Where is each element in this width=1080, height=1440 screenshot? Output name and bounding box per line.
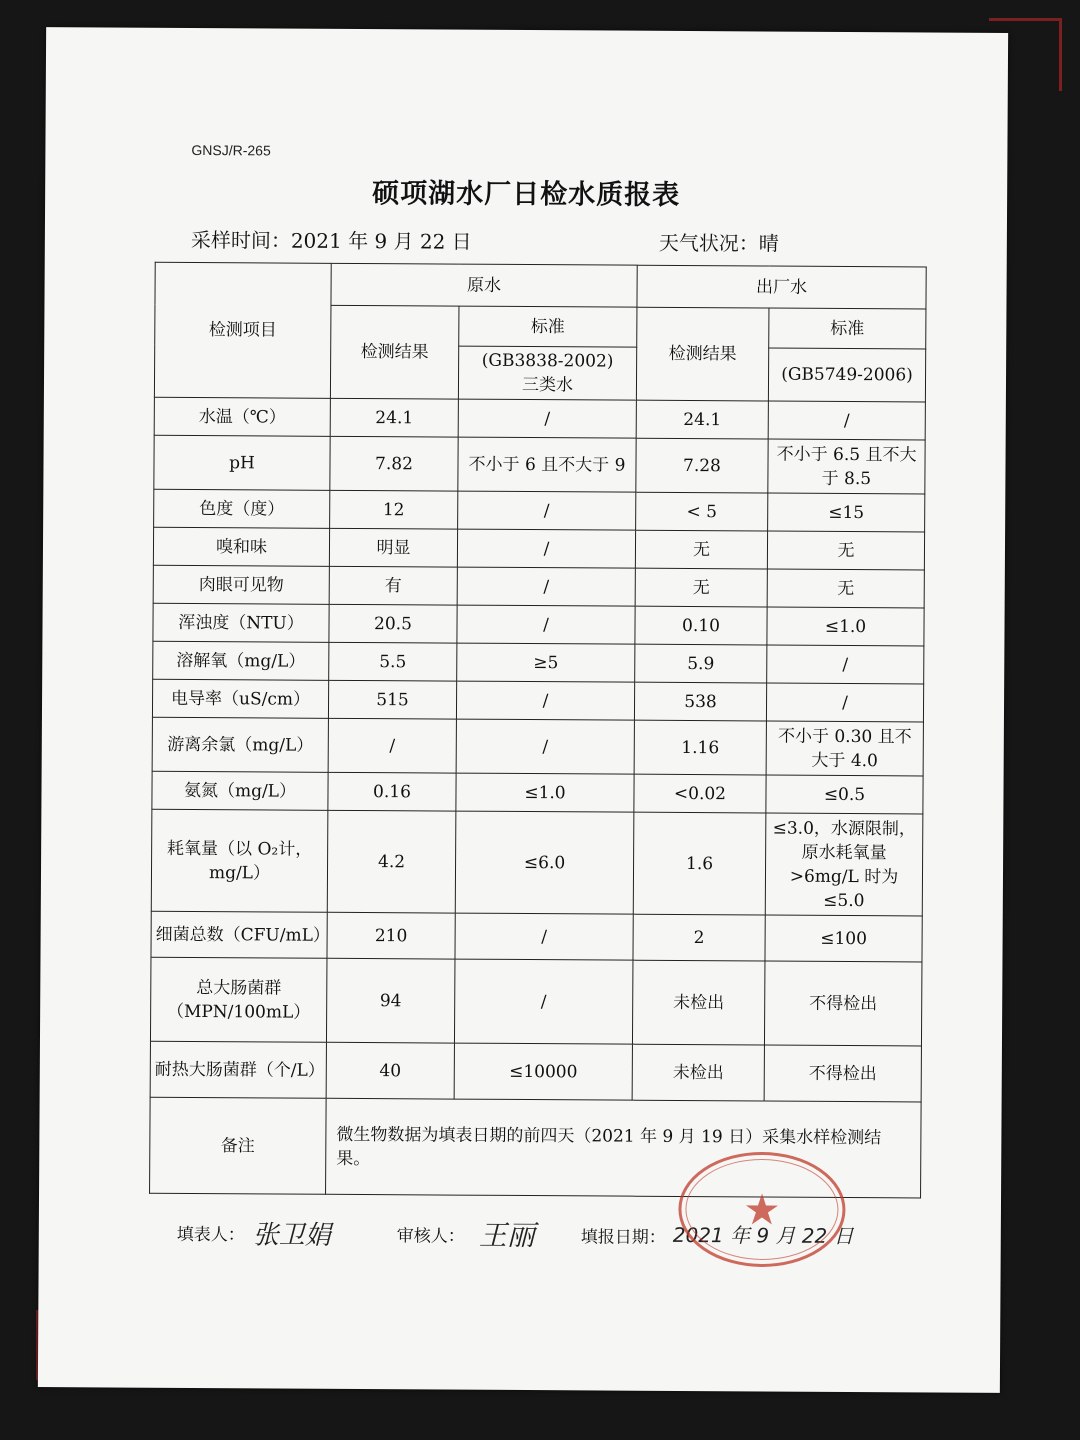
raw-standard-cell: 不小于 6 且不大于 9 (458, 437, 636, 492)
raw-result-cell: 0.16 (328, 772, 456, 811)
row-item: pH (154, 435, 330, 490)
row-item: 水温（℃） (154, 397, 330, 436)
raw-result-cell: 515 (328, 680, 456, 719)
report-title: 硕项湖水厂日检水质报表 (372, 178, 681, 211)
row-item: 耐热大肠菌群（个/L） (150, 1041, 326, 1098)
header-raw-standard-ref (458, 346, 636, 400)
raw-result-cell: 20.5 (329, 604, 457, 643)
header-raw-water: 原水 (331, 263, 637, 307)
report-paper (38, 27, 1008, 1393)
raw-result-cell: 12 (330, 490, 458, 529)
row-item: 溶解氧（mg/L） (153, 641, 329, 680)
raw-standard-cell: / (454, 959, 633, 1044)
raw-result-cell: 94 (326, 958, 455, 1043)
row-item: 游离余氯（mg/L） (152, 717, 328, 772)
plant-standard-cell: ≤1.0 (767, 607, 924, 646)
raw-result-cell: 明显 (329, 528, 457, 567)
raw-standard-cell: ≤10000 (454, 1043, 632, 1100)
plant-standard-cell: 无 (767, 569, 924, 608)
row-item: 肉眼可见物 (153, 565, 329, 604)
row-item: 电导率（uS/cm） (152, 679, 328, 718)
raw-result-cell: 24.1 (330, 398, 458, 437)
raw-result-cell: / (328, 718, 456, 773)
fill-date-label: 填报日期： (580, 1227, 666, 1248)
header-raw-result: 检测结果 (330, 305, 459, 399)
plant-standard-cell: ≤100 (765, 915, 922, 962)
raw-standard-cell: / (458, 399, 636, 438)
header-plant-result: 检测结果 (636, 307, 769, 401)
plant-standard-cell: 不小于 6.5 且不大于 8.5 (768, 439, 925, 494)
filled-by-signature: 张卫娟 (252, 1220, 331, 1251)
plant-result-cell: 未检出 (632, 960, 765, 1045)
fill-date-value: 2021 年 9 月 22 日 (672, 1222, 854, 1249)
header-plant-standard: 标准 (769, 308, 926, 349)
row-item: 嗅和味 (153, 527, 329, 566)
plant-standard-cell: ≤15 (768, 493, 925, 532)
plant-standard-cell: 不得检出 (764, 1045, 921, 1102)
raw-result-cell: 5.5 (329, 642, 457, 681)
reviewer-signature: 王丽 (478, 1218, 535, 1253)
plant-result-cell: 1.16 (634, 720, 766, 775)
raw-standard-cell: / (456, 681, 634, 720)
plant-result-cell: 1.6 (633, 812, 766, 915)
raw-standard-cell: / (456, 719, 634, 774)
raw-result-cell: 210 (327, 912, 455, 959)
plant-standard-cell: 不得检出 (764, 961, 922, 1046)
plant-result-cell: 5.9 (635, 644, 767, 683)
header-plant-standard-ref: (GB5749-2006) (768, 348, 925, 402)
remarks-text: 微生物数据为填表日期的前四天（2021 年 9 月 19 日）采集水样检测结果。 (326, 1098, 922, 1198)
row-item: 耗氧量（以 O₂计，mg/L） (151, 809, 328, 912)
plant-result-cell: < 5 (636, 492, 768, 531)
sampling-time: 采样时间：2021 年 9 月 22 日 (190, 227, 472, 254)
form-code: GNSJ/R-265 (191, 141, 271, 159)
plant-standard-cell: ≤0.5 (766, 775, 923, 814)
raw-standard-cell: / (457, 567, 635, 606)
plant-result-cell: 0.10 (635, 606, 767, 645)
row-item: 总大肠菌群（MPN/100mL） (150, 957, 327, 1042)
weather-status: 天气状况：晴 (658, 230, 779, 256)
water-quality-table (149, 262, 927, 1199)
raw-standard-cell: / (457, 529, 635, 568)
plant-result-cell: 7.28 (636, 438, 768, 493)
raw-result-cell: 4.2 (327, 810, 456, 913)
row-item: 色度（度） (154, 489, 330, 528)
plant-standard-cell: 无 (767, 531, 924, 570)
raw-standard-cell: / (458, 491, 636, 530)
plant-standard-cell: / (766, 683, 923, 722)
plant-standard-cell: / (768, 401, 925, 440)
plant-result-cell: 24.1 (636, 400, 768, 439)
header-item: 检测项目 (154, 262, 331, 398)
remarks-label: 备注 (150, 1097, 327, 1194)
raw-standard-cell: / (455, 913, 633, 960)
filled-by-label: 填表人： (176, 1224, 245, 1246)
raw-standard-cell: ≤6.0 (455, 811, 634, 914)
plant-result-cell: 2 (633, 914, 765, 961)
official-seal-stamp (677, 1149, 848, 1270)
raw-result-cell: 7.82 (330, 436, 458, 491)
plant-result-cell: 无 (635, 568, 767, 607)
header-raw-standard: 标准 (459, 306, 637, 347)
plant-standard-cell: ≤3.0，水源限制，原水耗氧量>6mg/L 时为≤5.0 (765, 813, 923, 916)
raw-standard-class: 三类水 (521, 374, 574, 396)
plant-result-cell: 538 (634, 682, 766, 721)
raw-standard-cell: ≤1.0 (456, 773, 634, 812)
reviewer-label: 审核人： (396, 1226, 465, 1247)
plant-result-cell: 未检出 (632, 1044, 764, 1101)
row-item: 氨氮（mg/L） (152, 771, 328, 810)
row-item: 浑浊度（NTU） (153, 603, 329, 642)
raw-standard-ref: (GB3838-2002) (481, 350, 614, 372)
raw-result-cell: 有 (329, 566, 457, 605)
raw-standard-cell: / (457, 605, 635, 644)
row-item: 细菌总数（CFU/mL） (151, 911, 327, 958)
raw-standard-cell: ≥5 (457, 643, 635, 682)
plant-standard-cell: 不小于 0.30 且不大于 4.0 (766, 721, 923, 776)
plant-result-cell: 无 (635, 530, 767, 569)
plant-result-cell: <0.02 (634, 774, 766, 813)
header-plant-water: 出厂水 (637, 265, 926, 309)
plant-standard-cell: / (767, 645, 924, 684)
raw-result-cell: 40 (326, 1042, 454, 1099)
